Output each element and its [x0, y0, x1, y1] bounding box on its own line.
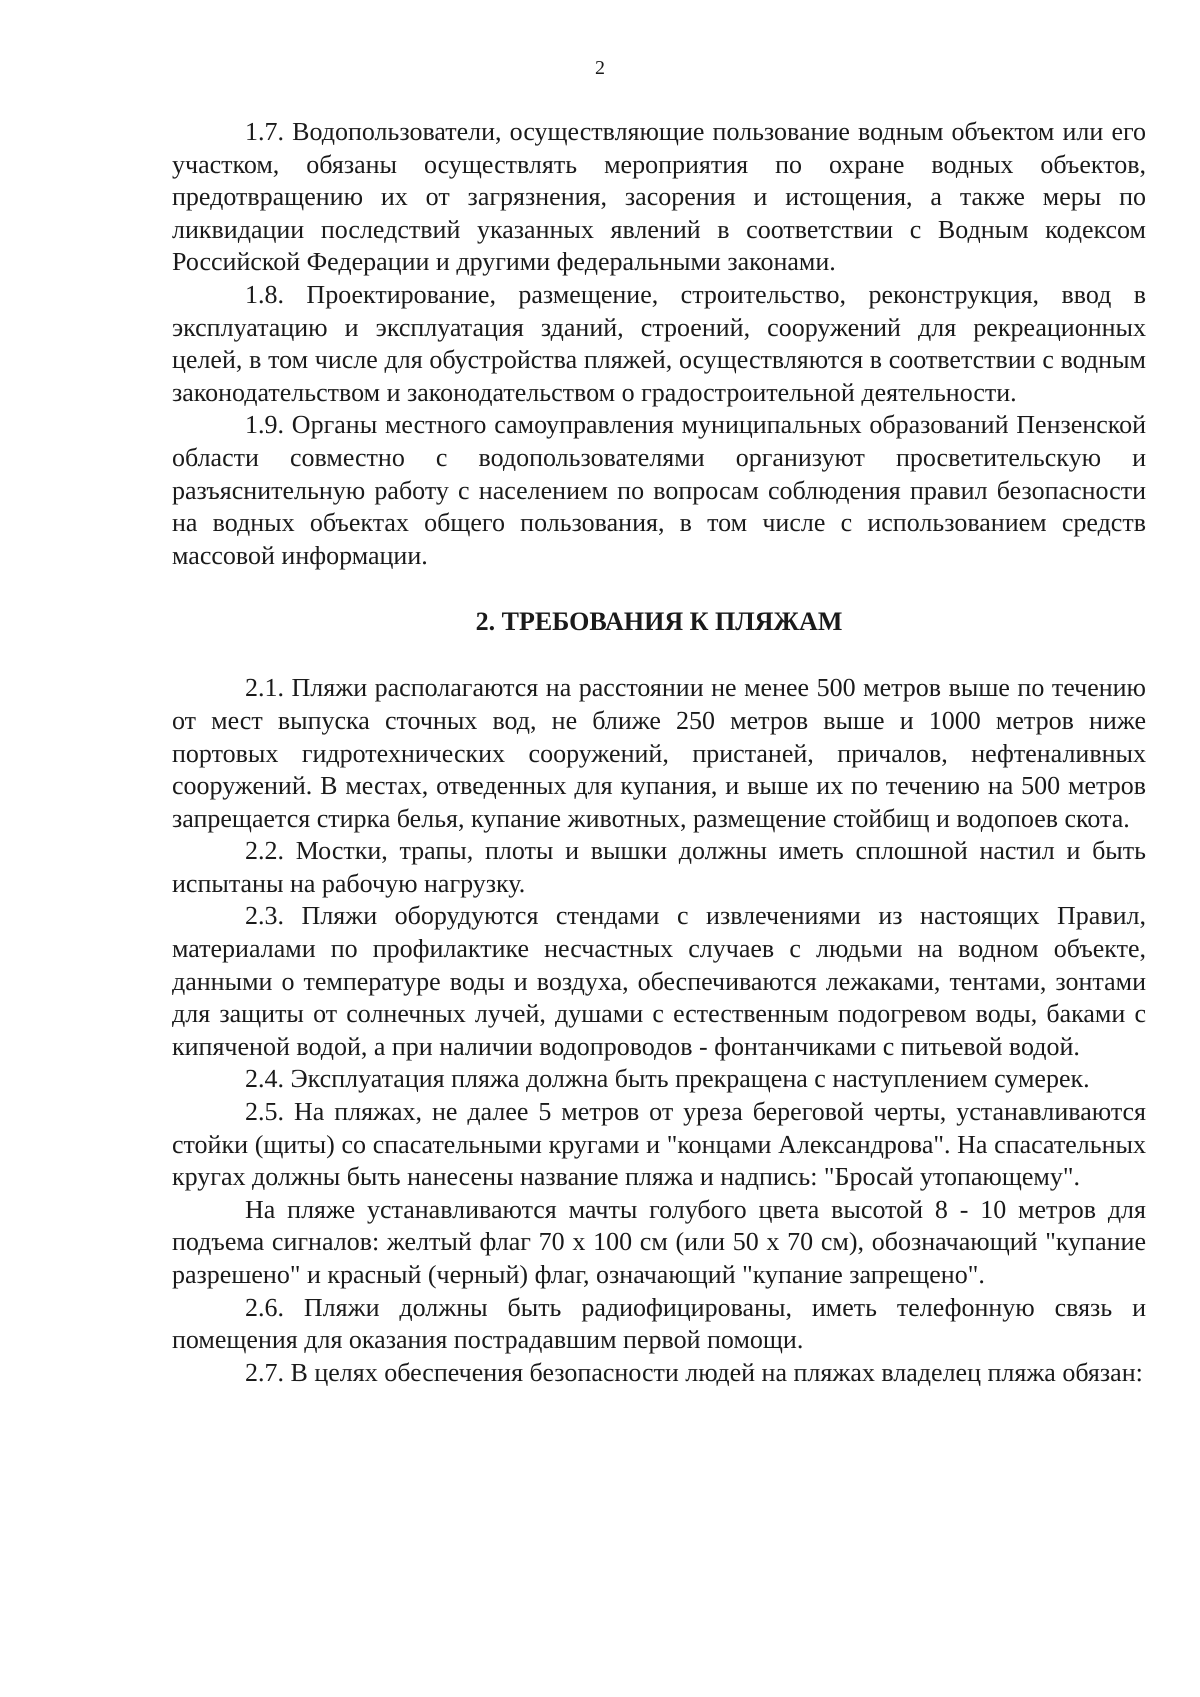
paragraph-2-5: 2.5. На пляжах, не далее 5 метров от уреза береговой черты, устанавливаются стойки (щиты) со спасательными кругами и "концами Александрова". На спасательных кругах должны быть нанесены название пляжа и надпись: "Бросай утопающему".	[172, 1097, 1146, 1192]
paragraph-2-3: 2.3. Пляжи оборудуются стендами с извлечениями из настоящих Правил, материалами по профилактике несчастных случаев с людьми на водном объекте, данными о температуре воды и воздуха, обеспечиваются лежаками, тентами, зонтами для защиты от солнечных лучей, душами с естественным подогревом воды, баками с кипяченой водой, а при наличии водопроводов - фонтанчиками с питьевой водой.	[172, 901, 1146, 1061]
paragraph-2-1: 2.1. Пляжи располагаются на расстоянии не менее 500 метров выше по течению от мест выпуска сточных вод, не ближе 250 метров выше и 1000 метров ниже портовых гидротехнических сооружений, пристаней, причалов, нефтеналивных сооружений. В местах, отведенных для купания, и выше их по течению на 500 метров запрещается стирка белья, купание животных, размещение стойбищ и водопоев скота.	[172, 673, 1146, 833]
paragraph-2-6: 2.6. Пляжи должны быть радиофицированы, иметь телефонную связь и помещения для оказания пострадавшим первой помощи.	[172, 1292, 1146, 1355]
paragraph-1-8: 1.8. Проектирование, размещение, строительство, реконструкция, ввод в эксплуатацию и эксплуатация зданий, строений, сооружений для рекреационных целей, в том числе для обустройства пляжей, осуществляются в соответствии с водным законодательством и законодательством о градостроительной деятельности.	[172, 279, 1146, 407]
paragraph-2-2: 2.2. Мостки, трапы, плоты и вышки должны иметь сплошной настил и быть испытаны на рабочую нагрузку.	[172, 836, 1146, 898]
paragraph-1-7: 1.7. Водопользователи, осуществляющие пользование водным объектом или его участком, обязаны осуществлять мероприятия по охране водных объектов, предотвращению их от загрязнения, засорения и истощения, а также меры по ликвидации последствий указанных явлений в соответствии с Водным кодексом Российской Федерации и другими федеральными законами.	[172, 117, 1146, 277]
document-body	[172, 116, 1146, 1389]
paragraph-2-4: 2.4. Эксплуатация пляжа должна быть прекращена с наступлением сумерек.	[245, 1064, 1090, 1094]
paragraph-2-7: 2.7. В целях обеспечения безопасности людей на пляжах владелец пляжа обязан:	[245, 1357, 1143, 1387]
section-title: 2. ТРЕБОВАНИЯ К ПЛЯЖАМ	[475, 607, 843, 637]
paragraph-2-5-flags: На пляже устанавливаются мачты голубого цвета высотой 8 - 10 метров для подъема сигналов: желтый флаг 70 х 100 см (или 50 х 70 см), обозначающий "купание разрешено" и красный (черный) флаг, означающий "купание запрещено".	[172, 1194, 1146, 1289]
page-number: 2	[595, 57, 605, 79]
paragraph-1-9: 1.9. Органы местного самоуправления муниципальных образований Пензенской области совместно с водопользователями организуют просветительскую и разъяснительную работу с населением по вопросам соблюдения правил безопасности на водных объектах общего пользования, в том числе с использованием средств массовой информации.	[172, 410, 1146, 570]
